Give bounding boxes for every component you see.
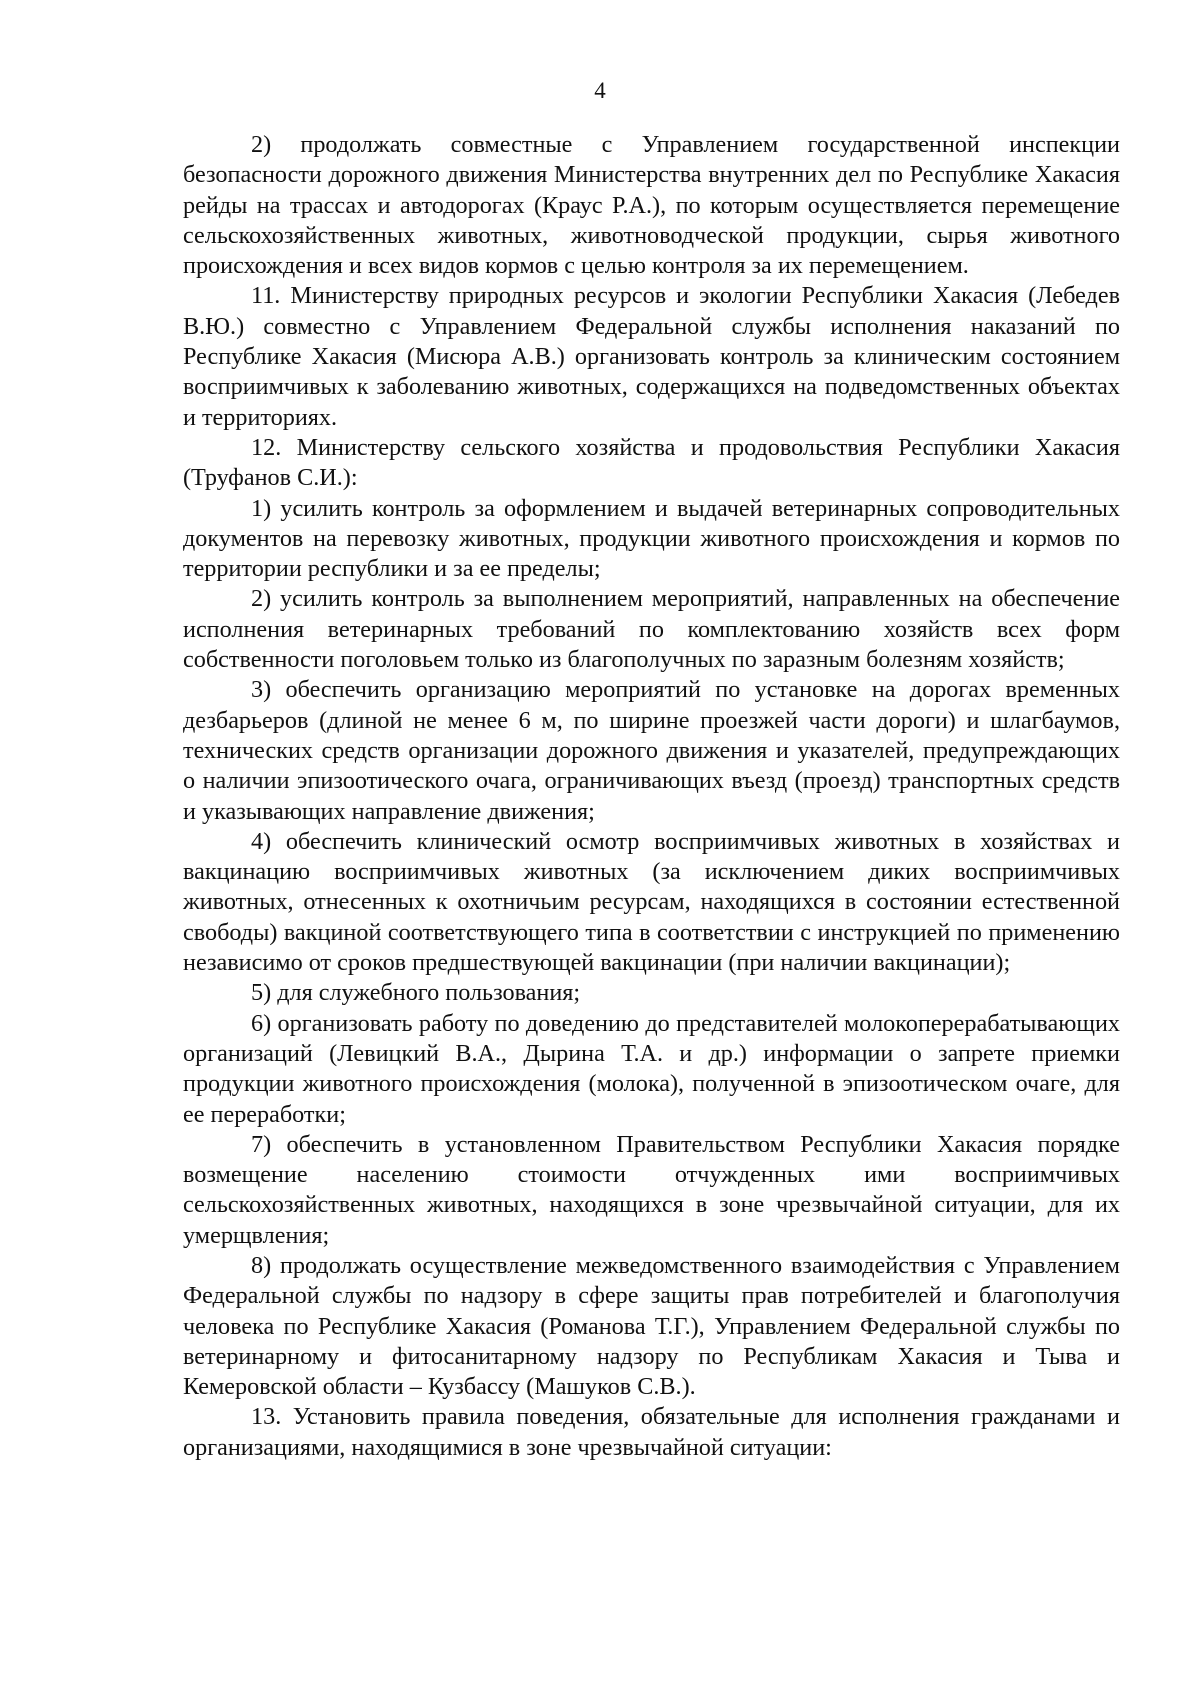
paragraph-item-7-clause-12: 7) обеспечить в установленном Правительством Республики Хакасия порядке возмещение населению стоимости отчужденных ими восприимчивых сельскохозяйственных животных, находящихся в зоне чрезвычайной ситуации, для их умерщвления; [183, 1130, 1120, 1249]
paragraph-clause-12: 12. Министерству сельского хозяйства и продовольствия Республики Хакасия (Труфанов С.И.): [183, 433, 1120, 492]
paragraph-item-3-clause-12: 3) обеспечить организацию мероприятий по установке на дорогах временных дезбарьеров (длиной не менее 6 м, по ширине проезжей части дороги) и шлагбаумов, технических средств организации дорожного движения и указателей, предупреждающих о наличии эпизоотического очага, ограничивающих въезд (проезд) транспортных средств и указывающих направление движения; [183, 676, 1120, 825]
paragraph-item-2-clause-12: 2) усилить контроль за выполнением мероприятий, направленных на обеспечение исполнения ветеринарных требований по комплектованию хозяйств всех форм собственности поголовьем только из благополучных по заразным болезням хозяйств; [183, 585, 1120, 674]
paragraph-item-1-clause-12: 1) усилить контроль за оформлением и выдачей ветеринарных сопроводительных документов на перевозку животных, продукции животного происхождения и кормов по территории республики и за ее пределы; [183, 494, 1120, 583]
page-number: 4 [594, 78, 606, 103]
paragraph-clause-11: 11. Министерству природных ресурсов и экологии Республики Хакасия (Лебедев В.Ю.) совместно с Управлением Федеральной службы исполнения наказаний по Республике Хакасия (Мисюра А.В.) организовать контроль за клиническим состоянием восприимчивых к заболеванию животных, содержащихся на подведомственных объектах и территориях. [183, 282, 1120, 431]
paragraph-item-5-clause-12: 5) для служебного пользования; [251, 979, 581, 1007]
paragraph-item-4-clause-12: 4) обеспечить клинический осмотр восприимчивых животных в хозяйствах и вакцинацию восприимчивых животных (за исключением диких восприимчивых животных, отнесенных к охотничьим ресурсам, находящихся в состоянии естественной свободы) вакциной соответствующего типа в соответствии с инструкцией по применению независимо от сроков предшествующей вакцинации (при наличии вакцинации); [183, 827, 1120, 977]
paragraph-clause-13: 13. Установить правила поведения, обязательные для исполнения гражданами и организациями, находящимися в зоне чрезвычайной ситуации: [183, 1403, 1120, 1461]
paragraph-item-6-clause-12: 6) организовать работу по доведению до представителей молокоперерабатывающих организаций (Левицкий В.А., Дырина Т.А. и др.) информации о запрете приемки продукции животного происхождения (молока), полученной в эпизоотическом очаге, для ее переработки; [183, 1009, 1120, 1128]
paragraph-item-8-clause-12: 8) продолжать осуществление межведомственного взаимодействия с Управлением Федеральной службы по надзору в сфере защиты прав потребителей и благополучия человека по Республике Хакасия (Романова Т.Г.), Управлением Федеральной службы по ветеринарному и фитосанитарному надзору по Республикам Хакасия и Тыва и Кемеровской области – Кузбассу (Машуков С.В.). [183, 1251, 1120, 1401]
document-body [183, 130, 1120, 1463]
paragraph-item-2-clause-10: 2) продолжать совместные с Управлением государственной инспекции безопасности дорожного движения Министерства внутренних дел по Республике Хакасия рейды на трассах и автодорогах (Краус Р.А.), по которым осуществляется перемещение сельскохозяйственных животных, животноводческой продукции, сырья животного происхождения и всех видов кормов с целью контроля за их перемещением. [183, 131, 1120, 280]
